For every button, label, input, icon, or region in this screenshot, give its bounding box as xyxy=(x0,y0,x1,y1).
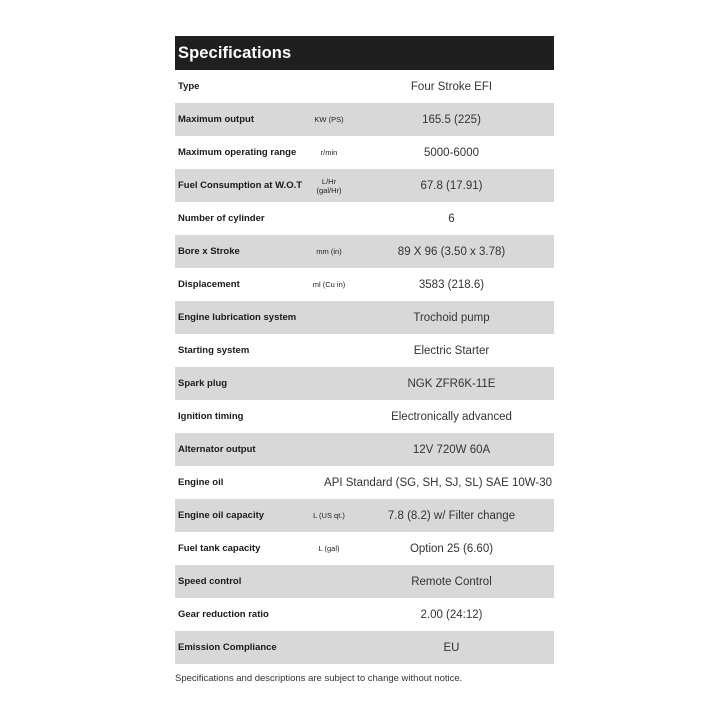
spec-row xyxy=(175,466,554,499)
spec-label: Alternator output xyxy=(178,444,256,455)
spec-unit: L/Hr (gal/Hr) xyxy=(316,176,342,195)
spec-label: Starting system xyxy=(178,345,250,356)
spec-row xyxy=(175,499,554,532)
spec-value: 67.8 (17.91) xyxy=(420,179,483,192)
spec-value: Remote Control xyxy=(411,575,492,588)
spec-label: Emission Compliance xyxy=(178,642,277,653)
spec-label: Bore x Stroke xyxy=(178,246,240,257)
spec-value: 6 xyxy=(448,212,455,225)
spec-unit: L (gal) xyxy=(318,544,340,553)
spec-value: Trochoid pump xyxy=(413,311,490,324)
spec-label: Number of cylinder xyxy=(178,213,265,224)
spec-row xyxy=(175,301,554,334)
spec-row xyxy=(175,268,554,301)
spec-row xyxy=(175,598,554,631)
spec-unit: r/min xyxy=(320,148,338,157)
spec-unit: ml (Cu in) xyxy=(312,280,346,289)
table-title: Specifications xyxy=(175,36,554,70)
spec-label: Fuel Consumption at W.O.T xyxy=(178,180,303,191)
spec-row xyxy=(175,235,554,268)
spec-row xyxy=(175,631,554,664)
spec-label: Maximum operating range xyxy=(178,147,297,158)
spec-label: Gear reduction ratio xyxy=(178,609,269,620)
spec-row xyxy=(175,202,554,235)
spec-value: 12V 720W 60A xyxy=(412,443,491,456)
spec-row xyxy=(175,532,554,565)
spec-value: Four Stroke EFI xyxy=(410,80,493,93)
spec-unit: KW (PS) xyxy=(314,115,344,124)
spec-row xyxy=(175,400,554,433)
footnote: Specifications and descriptions are subject to change without notice. xyxy=(175,673,463,684)
spec-value: 2.00 (24:12) xyxy=(420,608,483,621)
spec-label: Engine oil capacity xyxy=(178,510,265,521)
spec-label: Ignition timing xyxy=(178,411,244,422)
spec-value: Electronically advanced xyxy=(391,410,512,423)
spec-row xyxy=(175,334,554,367)
spec-value: API Standard (SG, SH, SJ, SL) SAE 10W-30 xyxy=(324,476,552,489)
spec-label: Type xyxy=(178,81,200,92)
spec-label: Speed control xyxy=(178,576,242,587)
spec-value: 89 X 96 (3.50 x 3.78) xyxy=(397,245,506,258)
spec-label: Engine lubrication system xyxy=(178,312,297,323)
spec-label: Spark plug xyxy=(178,378,228,389)
spec-label: Engine oil xyxy=(178,477,224,488)
spec-row xyxy=(175,367,554,400)
spec-value: NGK ZFR6K-11E xyxy=(407,377,496,390)
spec-row xyxy=(175,70,554,103)
spec-value: Option 25 (6.60) xyxy=(409,542,494,555)
spec-rows xyxy=(175,70,554,664)
spec-value: EU xyxy=(443,641,460,654)
spec-value: 5000-6000 xyxy=(424,146,479,159)
spec-row xyxy=(175,169,554,202)
spec-row xyxy=(175,565,554,598)
spec-label: Maximum output xyxy=(178,114,254,125)
spec-label: Displacement xyxy=(178,279,240,290)
specifications-table xyxy=(175,36,554,664)
spec-row xyxy=(175,103,554,136)
spec-unit: L (US qt.) xyxy=(313,511,345,520)
spec-value: 7.8 (8.2) w/ Filter change xyxy=(387,509,516,522)
spec-value: Electric Starter xyxy=(413,344,490,357)
spec-row xyxy=(175,433,554,466)
spec-row xyxy=(175,136,554,169)
spec-value: 3583 (218.6) xyxy=(418,278,485,291)
spec-unit: mm (in) xyxy=(316,247,342,256)
spec-value: 165.5 (225) xyxy=(422,113,481,126)
spec-label: Fuel tank capacity xyxy=(178,543,261,554)
